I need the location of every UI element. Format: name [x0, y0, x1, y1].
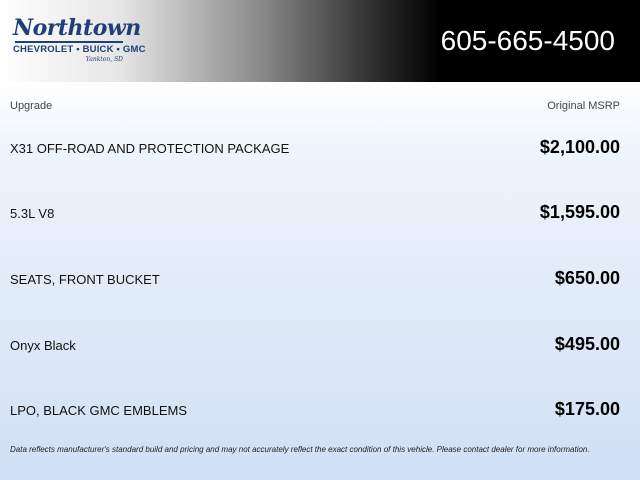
upgrade-row: [0, 396, 640, 426]
logo-name: Northtown: [13, 15, 141, 41]
logo-brands: CHEVROLET • BUICK • GMC: [13, 44, 146, 55]
upgrade-row: [0, 199, 640, 229]
upgrade-price: $1,595.00: [539, 202, 620, 222]
upgrade-name: 5.3L V8: [10, 206, 55, 221]
upgrade-name: LPO, BLACK GMC EMBLEMS: [10, 403, 187, 418]
upgrade-name: Onyx Black: [10, 338, 76, 353]
dealer-phone: 605-665-4500: [440, 25, 615, 56]
column-header-msrp: Original MSRP: [547, 100, 620, 112]
disclaimer-text: Data reflects manufacturer's standard build and pricing and may not accurately reflect the exact condition of this vehicle. Please contact dealer for more information.: [10, 445, 590, 454]
upgrade-price: $2,100.00: [539, 137, 620, 157]
dealer-logo: [13, 15, 146, 64]
logo-underline: [15, 41, 123, 43]
column-header-upgrade: Upgrade: [10, 100, 53, 112]
upgrade-row: [0, 265, 640, 295]
upgrade-row: [0, 331, 640, 361]
upgrade-name: X31 OFF-ROAD AND PROTECTION PACKAGE: [10, 141, 290, 156]
upgrade-price: $650.00: [554, 268, 620, 288]
upgrade-price: $175.00: [554, 399, 620, 419]
upgrade-name: SEATS, FRONT BUCKET: [10, 272, 160, 287]
upgrade-price: $495.00: [554, 334, 620, 354]
header-banner: [0, 0, 640, 82]
upgrade-row: [0, 134, 640, 164]
logo-location: Yankton, SD: [85, 56, 123, 63]
